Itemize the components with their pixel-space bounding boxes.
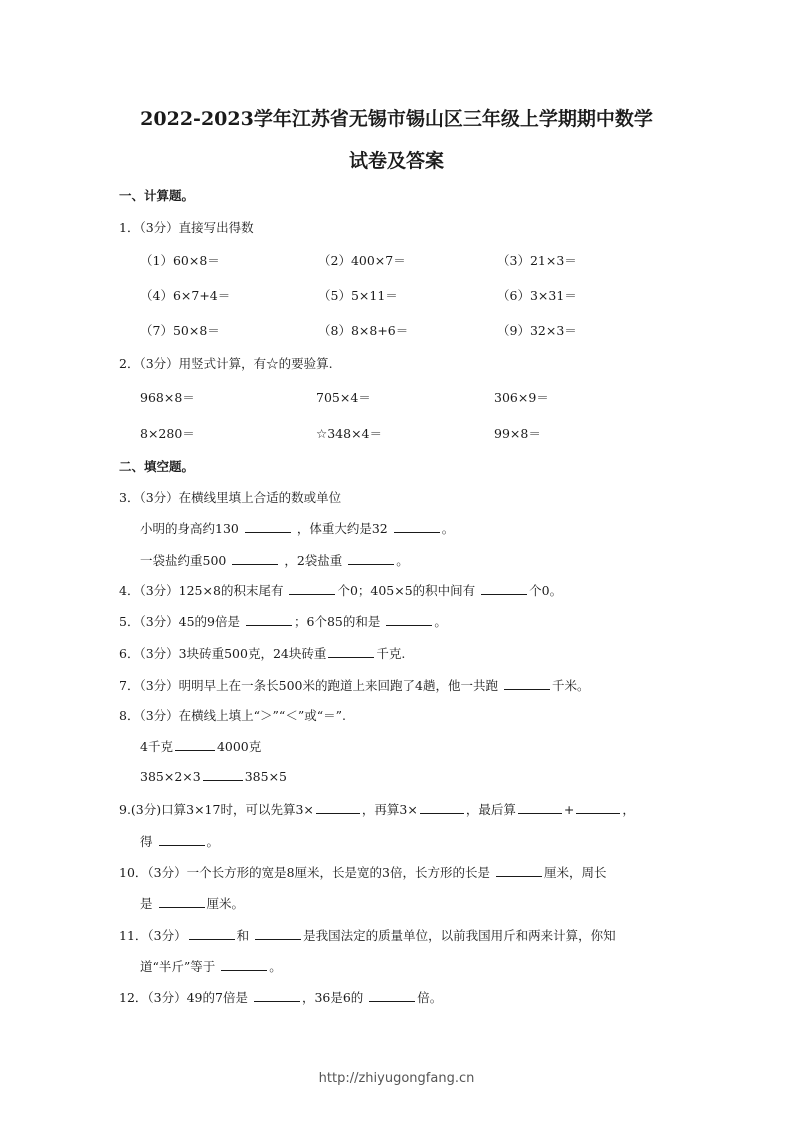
answer-blank[interactable] (203, 768, 243, 781)
q7-text: 7．（3分）明明早上在一条长500米的跑道上来回跑了4趟，他一共跑 (119, 678, 498, 693)
q2-item: 8×280＝ (140, 426, 195, 441)
question-8-line1 (140, 737, 261, 755)
question-3-line1 (140, 519, 454, 537)
q9-text: + (563, 802, 575, 817)
q1-item: （5）5×11＝ (318, 288, 398, 303)
answer-blank[interactable] (245, 520, 291, 533)
answer-blank[interactable] (246, 613, 292, 626)
answer-blank[interactable] (518, 801, 562, 814)
q3-text: 小明的身高约130 (140, 521, 239, 536)
q1-item: （2）400×7＝ (318, 253, 406, 268)
question-11-line1 (119, 926, 616, 944)
q4-text: 个0；405×5的积中间有 (337, 583, 476, 598)
answer-blank[interactable] (254, 989, 300, 1002)
q9-text: ，最后算 (465, 802, 516, 817)
q7-text: 千米。 (551, 678, 590, 693)
q5-text: ；6个85的和是 (294, 614, 381, 629)
answer-blank[interactable] (159, 833, 205, 846)
q3-text: 。 (396, 553, 409, 568)
question-12 (119, 988, 442, 1006)
question-10-line2 (140, 894, 244, 912)
answer-blank[interactable] (394, 520, 440, 533)
q2-item: 99×8＝ (494, 426, 541, 441)
q11-text: 道“半斤”等于 (140, 959, 216, 974)
question-3-stem: 3．（3分）在横线里填上合适的数或单位 (119, 490, 342, 505)
answer-blank[interactable] (232, 552, 278, 565)
question-6 (119, 644, 405, 662)
q2-item: ☆348×4＝ (316, 426, 382, 441)
q11-text: 。 (269, 959, 282, 974)
q8-text: 4000克 (216, 739, 262, 754)
q3-text: ，体重大约是32 (296, 521, 388, 536)
q3-text: 一袋盐约重500 (140, 553, 227, 568)
answer-blank[interactable] (175, 738, 215, 751)
q12-text: ，36是6的 (301, 990, 364, 1005)
question-2-stem: 2．（3分）用竖式计算，有☆的要验算. (119, 356, 333, 371)
q9-text: 。 (206, 834, 220, 849)
answer-blank[interactable] (481, 582, 527, 595)
question-10-line1 (119, 863, 607, 881)
answer-blank[interactable] (369, 989, 415, 1002)
q9-text: 9.(3分)口算3×17时，可以先算3× (119, 802, 314, 817)
q3-text: ，2袋盐重 (284, 553, 343, 568)
q1-item: （1）60×8＝ (140, 253, 220, 268)
answer-blank[interactable] (496, 864, 542, 877)
question-9-line2 (140, 832, 219, 850)
question-9-line1 (119, 800, 635, 818)
q8-text: 385×2×3 (140, 769, 201, 784)
q4-text: 4．（3分）125×8的积末尾有 (119, 583, 284, 598)
q11-text: 和 (236, 928, 250, 943)
question-8-line2 (140, 768, 287, 784)
q9-text: ，再算3× (361, 802, 418, 817)
q10-text: 厘米，周长 (544, 865, 607, 880)
question-11-line2 (140, 957, 282, 975)
q10-text: 是 (140, 896, 153, 911)
section-heading-fill: 二、填空题。 (119, 459, 195, 474)
answer-blank[interactable] (420, 801, 464, 814)
q10-text: 10．（3分）一个长方形的宽是8厘米，长是宽的3倍，长方形的长是 (119, 865, 491, 880)
page-title: 2022-2023学年江苏省无锡市锡山区三年级上学期期中数学 (140, 108, 653, 130)
question-4 (119, 581, 562, 599)
answer-blank[interactable] (189, 927, 235, 940)
answer-blank[interactable] (328, 645, 374, 658)
q1-item: （9）32×3＝ (497, 323, 577, 338)
q2-item: 306×9＝ (494, 390, 549, 405)
answer-blank[interactable] (159, 895, 205, 908)
q12-text: 倍。 (417, 990, 443, 1005)
q1-item: （8）8×8+6＝ (318, 323, 409, 338)
question-8-stem: 8．（3分）在横线上填上“＞”“＜”或“＝”. (119, 708, 346, 723)
q11-text: 是我国法定的质量单位，以前我国用斤和两来计算，你知 (303, 928, 616, 943)
q11-text: 11．（3分） (119, 928, 187, 943)
answer-blank[interactable] (504, 677, 550, 690)
page-title-line2: 试卷及答案 (348, 150, 444, 172)
answer-blank[interactable] (386, 613, 432, 626)
q6-text: 千克. (376, 646, 406, 661)
footer-url[interactable]: http://zhiyugongfang.cn (318, 1071, 475, 1086)
q2-item: 705×4＝ (316, 390, 371, 405)
q9-text: 得 (140, 834, 153, 849)
answer-blank[interactable] (316, 801, 360, 814)
q12-text: 12．（3分）49的7倍是 (119, 990, 248, 1005)
q1-item: （4）6×7+4＝ (140, 288, 231, 303)
q9-text: ， (622, 802, 635, 817)
q1-item: （3）21×3＝ (497, 253, 577, 268)
answer-blank[interactable] (221, 958, 267, 971)
q5-text: 。 (434, 614, 447, 629)
q8-text: 385×5 (244, 769, 288, 784)
q2-item: 968×8＝ (140, 390, 195, 405)
question-5 (119, 612, 447, 630)
q6-text: 6．（3分）3块砖重500克，24块砖重 (119, 646, 327, 661)
answer-blank[interactable] (255, 927, 301, 940)
section-heading-calc: 一、计算题。 (119, 188, 195, 203)
q10-text: 厘米。 (206, 896, 245, 911)
answer-blank[interactable] (348, 552, 394, 565)
answer-blank[interactable] (289, 582, 335, 595)
question-1-stem: 1．（3分）直接写出得数 (119, 220, 254, 235)
question-7 (119, 676, 589, 694)
question-3-line2 (140, 551, 409, 569)
q5-text: 5．（3分）45的9倍是 (119, 614, 241, 629)
answer-blank[interactable] (576, 801, 620, 814)
q8-text: 4千克 (140, 739, 173, 754)
q4-text: 个0。 (529, 583, 563, 598)
q1-item: （7）50×8＝ (140, 323, 220, 338)
q3-text: 。 (441, 521, 455, 536)
q1-item: （6）3×31＝ (497, 288, 577, 303)
